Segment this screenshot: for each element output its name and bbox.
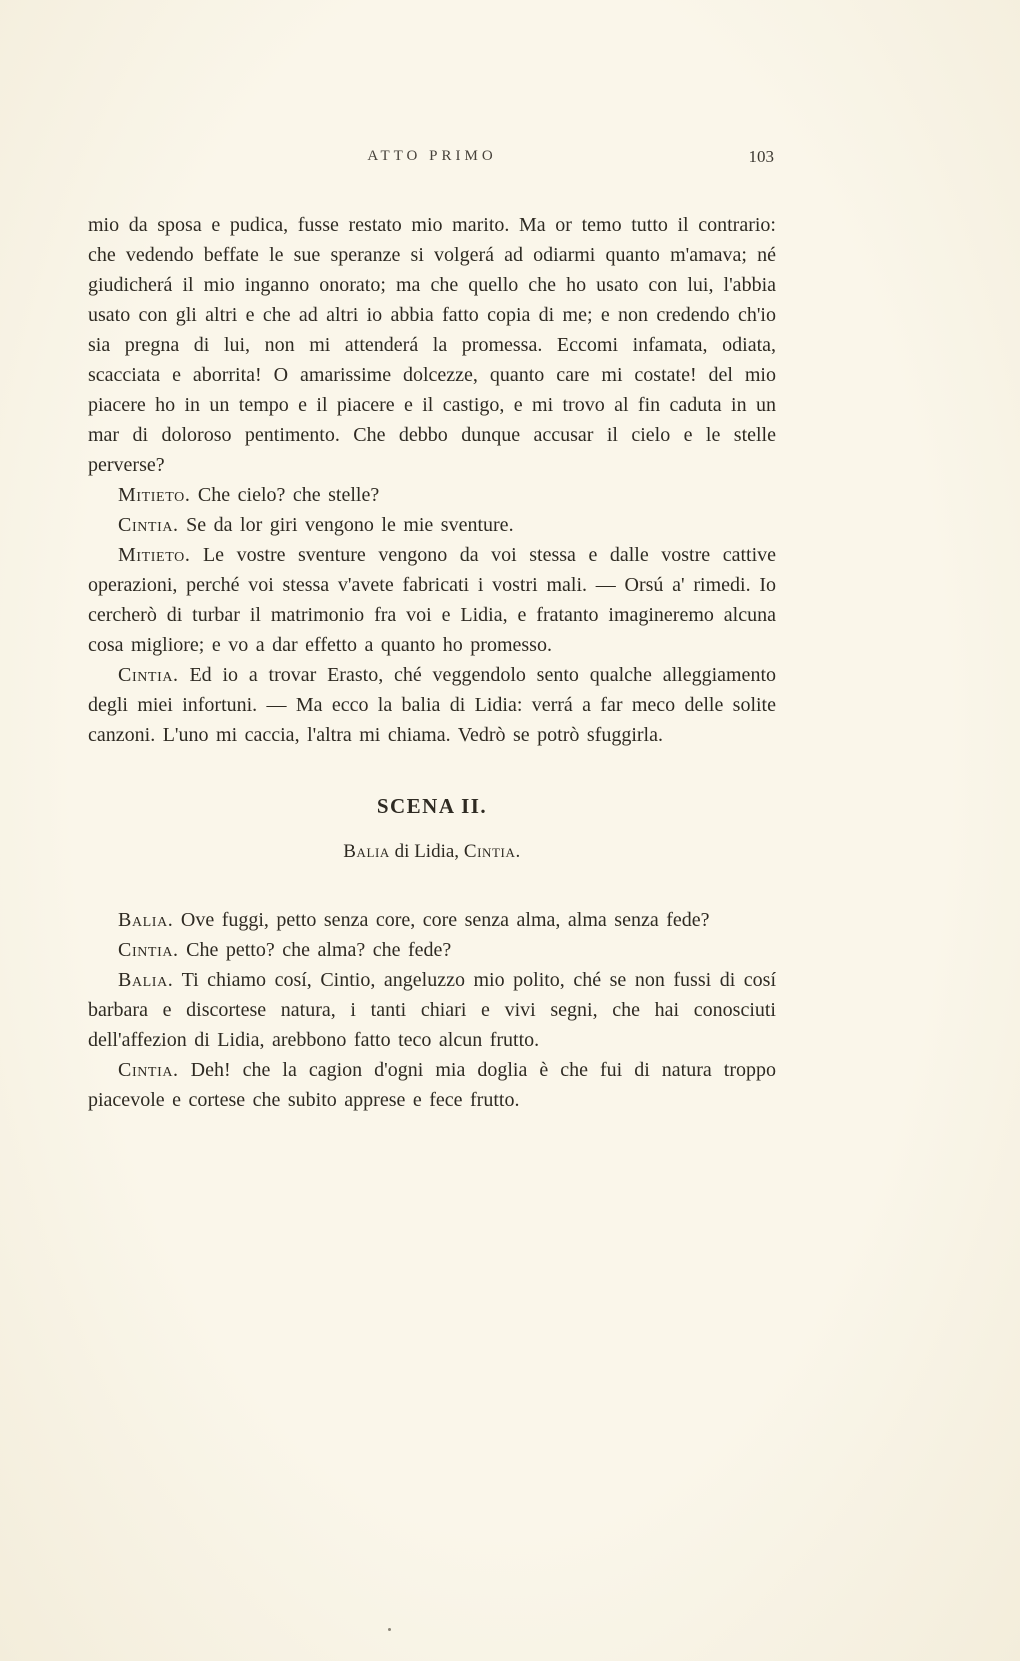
speaker-name: Balia.: [118, 909, 174, 931]
speaker-name: Balia.: [118, 969, 174, 991]
dialogue-paragraph: [88, 965, 776, 1055]
dialogue-text: Che petto? che alma? che fede?: [186, 939, 452, 961]
dialogue-paragraph: [88, 510, 776, 540]
dialogue-text: Ti chiamo cosí, Cintio, angeluzzo mio polito, ché se non fussi di cosí barbara e discortese natura, i tanti chiari e vivi segni, che hai conosciuti dell'affezion di Lidia, arebbono fatto teco alcun frutto.: [88, 969, 777, 1051]
running-header: [88, 148, 776, 174]
speaker-name: Cintia.: [118, 514, 179, 536]
dialogue-paragraph: [88, 660, 776, 750]
cast-line: [88, 841, 776, 863]
cast-name-cintia: Cintia.: [463, 841, 521, 862]
dialogue-text: Le vostre sventure vengono da voi stessa e dalle vostre cattive operazioni, perché voi stessa v'avete fabricati i vostri mali. — Orsú a' rimedi. Io cercherò di turbar il matrimonio fra voi e Lidia, e fratanto imagineremo alcuna cosa migliore; e vo a dar effetto a quanto ho promesso.: [88, 544, 776, 656]
speaker-name: Mitieto.: [118, 544, 191, 566]
scene1-text: [88, 210, 776, 750]
dialogue-paragraph: [88, 1055, 776, 1115]
dialogue-text: Che cielo? che stelle?: [197, 484, 380, 506]
scene2-text: [88, 905, 776, 1115]
scene-heading: SCENA II.: [376, 794, 488, 818]
dialogue-text: Ed io a trovar Erasto, ché veggendolo sento qualche alleggiamento degli miei infortuni. — Ma ecco la balia di Lidia: verrá a far meco delle solite canzoni. L'uno mi caccia, l'altra mi chiama. Vedrò se potrò sfuggirla.: [88, 664, 776, 746]
speaker-name: Cintia.: [118, 1059, 179, 1081]
cast-name-balia: Balia: [343, 841, 390, 862]
speaker-name: Mitieto.: [118, 484, 191, 506]
page-number: 103: [748, 147, 774, 166]
dialogue-paragraph: [88, 480, 776, 510]
continuation-paragraph: [88, 210, 776, 480]
running-header-title: ATTO PRIMO: [367, 148, 497, 164]
dialogue-text: Se da lor giri vengono le mie sventure.: [186, 514, 514, 536]
dialogue-paragraph: [88, 540, 776, 660]
cast-middle-text: di Lidia,: [394, 841, 460, 862]
continuation-text: mio da sposa e pudica, fusse restato mio marito. Ma or temo tutto il contrario: che vedendo beffate le sue speranze si volgerá ad odiarmi quanto m'amava; né giudicherá il mio inganno onorato; ma che quello che ho usato con lui, l'abbia usato con gli altri e che ad altri io abbia fatto copia di me; e non credendo ch'io sia pregna di lui, non mi attenderá la promessa. Eccomi infamata, odiata, scacciata e aborrita! O amarissime dolcezze, quanto care mi costate! del mio piacere ho in un tempo e il piacere e il castigo, e mi trovo al fin caduta in un mar di doloroso pentimento. Che debbo dunque accusar il cielo e le stelle perverse?: [88, 214, 776, 476]
scan-ink-dot: [388, 1628, 391, 1631]
speaker-name: Cintia.: [118, 664, 179, 686]
speaker-name: Cintia.: [118, 939, 179, 961]
dialogue-text: Deh! che la cagion d'ogni mia doglia è che fui di natura troppo piacevole e cortese che subito apprese e fece frutto.: [88, 1059, 776, 1111]
dialogue-paragraph: [88, 935, 776, 965]
dialogue-text: Ove fuggi, petto senza core, core senza alma, alma senza fede?: [180, 909, 710, 931]
text-block: [88, 148, 776, 1115]
dialogue-paragraph: [88, 905, 776, 935]
